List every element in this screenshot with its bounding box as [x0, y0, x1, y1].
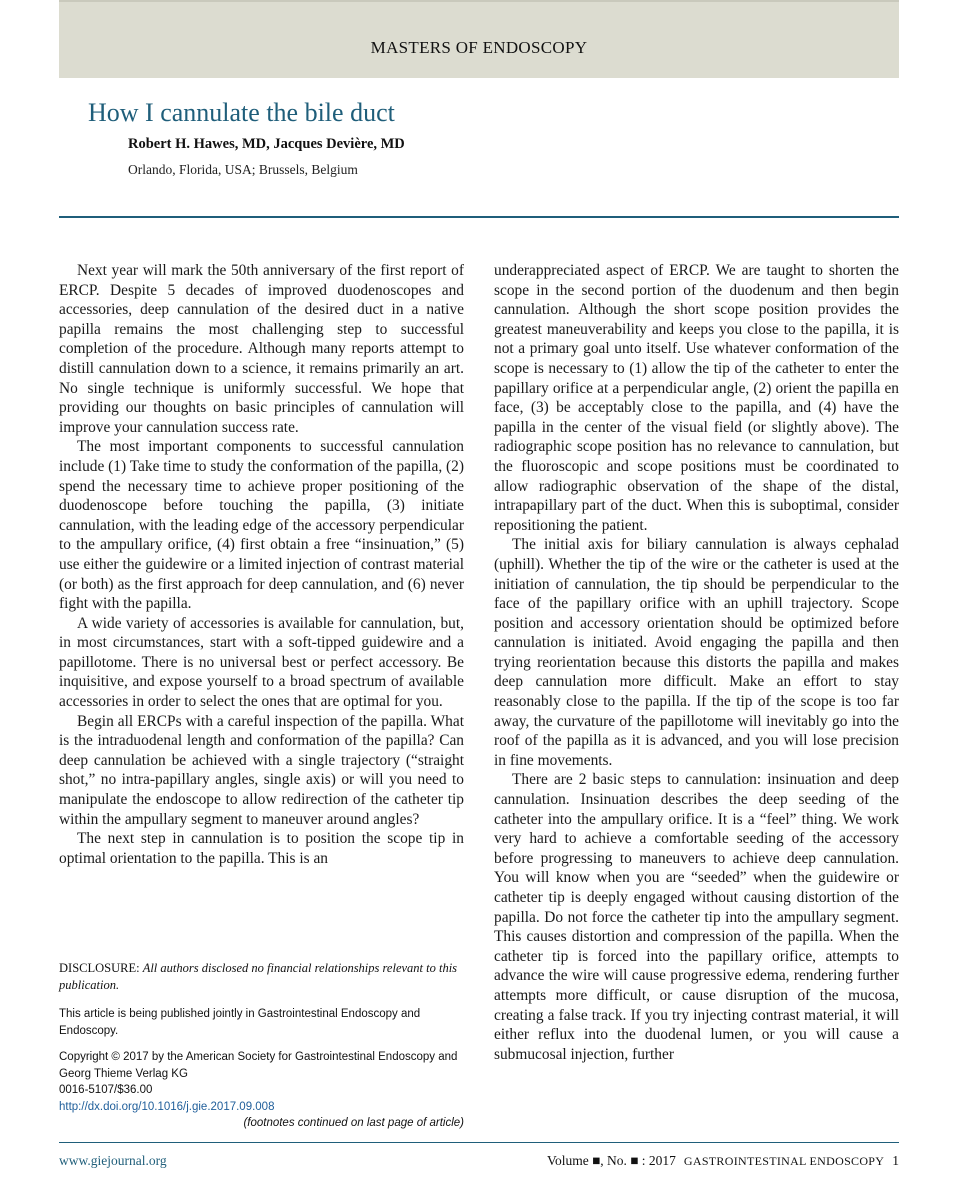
page-number: 1	[892, 1153, 899, 1168]
journal-website[interactable]: www.giejournal.org	[59, 1153, 167, 1168]
disclosure-text: All authors disclosed no financial relationships relevant to this publication.	[59, 961, 458, 992]
header-band	[59, 0, 899, 78]
section-heading: MASTERS OF ENDOSCOPY	[370, 38, 588, 57]
body-column-left	[59, 261, 464, 868]
authors: Robert H. Hawes, MD, Jacques Devière, MD	[128, 136, 405, 152]
disclosure	[59, 960, 464, 994]
joint-publication-note: This article is being published jointly in Gastrointestinal Endoscopy and Endoscopy.	[59, 1008, 421, 1037]
body-column-right	[494, 261, 899, 1064]
footnotes-continued: (footnotes continued on last page of article)	[243, 1117, 464, 1129]
journal-name: GASTROINTESTINAL ENDOSCOPY	[683, 1154, 885, 1168]
issn: 0016-5107/$36.00	[59, 1084, 153, 1096]
footnotes	[59, 960, 464, 1132]
paragraph: The initial axis for biliary cannulation is always cephalad (uphill). Whether the tip of the wire or the catheter is used at the initiation of cannulation, the tip should be perpendicular to the face of the papillary orifice with an uphill trajectory. Scope position and accessory orientation should be optimized before cannulation is initiated. Avoid engaging the papilla and then trying reorientation because this distorts the papilla and makes deep cannulation more difficult. Make an effort to stay reasonably close to the papilla. If the tip of the scope is too far away, the curvature of the papillotome will inevitably go into the roof of the papilla as it is advanced, and you will lose precision in fine movements.	[494, 536, 899, 769]
paragraph: Begin all ERCPs with a careful inspection of the papilla. What is the intraduodenal length and conformation of the papilla? Can deep cannulation be achieved with a single trajectory (“straight shot,” no intra-papillary angles, single axis) or will you need to manipulate the endoscope to allow redirection of the catheter tip within the ampullary segment to maneuver around angles?	[59, 712, 464, 828]
paragraph: The most important components to successful cannulation include (1) Take time to study the conformation of the papilla, (2) spend the necessary time to achieve proper positioning of the duodenoscope before touching the papilla, (3) initiate cannulation, with the leading edge of the accessory perpendicular to the ampullary orifice, (4) first obtain a free “insinuation,” (5) use either the guidewire or a limited injection of contrast material (or both) as the first approach for deep cannulation, and (6) never fight with the papilla.	[59, 438, 464, 613]
copyright: Copyright © 2017 by the American Society for Gastrointestinal Endoscopy and Georg Thieme Verlag KG	[59, 1051, 458, 1080]
paragraph: A wide variety of accessories is available for cannulation, but, in most circumstances, start with a soft-tipped guidewire and a papillotome. There is no universal best or perfect accessory. Be inquisitive, and expose yourself to a broad spectrum of available accessories in order to select the ones that are optimal for you.	[59, 614, 464, 711]
paragraph: There are 2 basic steps to cannulation: insinuation and deep cannulation. Insinuation describes the deep seeding of the catheter into the ampullary orifice. It is a “feel” thing. We work very hard to achieve a comfortable seeding of the accessory before progressing to maneuvers to achieve deep cannulation. You will know when you are “seeded” when the guidewire or catheter tip is deeply engaged without causing distortion of the papilla. Do not force the catheter tip into the ampullary segment. This causes distortion and compression of the papilla. When the catheter tip is forced into the papillary orifice, attempts to advance the wire will cause progressive edema, rendering further attempts more difficult, or cause disruption of the mucosa, creating a false track. If you try injecting contrast material, it will either reflux into the duodenal lumen, or you will cause a submucosal injection, further	[494, 771, 899, 1063]
article-title: How I cannulate the bile duct	[88, 98, 395, 127]
footer-divider	[59, 1142, 899, 1143]
paragraph: The next step in cannulation is to position the scope tip in optimal orientation to the papilla. This is an	[59, 830, 464, 867]
doi-link[interactable]: http://dx.doi.org/10.1016/j.gie.2017.09.008	[59, 1100, 275, 1113]
title-divider	[59, 216, 899, 218]
paragraph: Next year will mark the 50th anniversary of the first report of ERCP. Despite 5 decades of improved duodenoscopes and accessories, deep cannulation of the desired duct in a native papilla remains the most challenging step to successful completion of the procedure. Although many reports attempt to distill cannulation down to a science, it remains primarily an art. No single technique is uniformly successful. We hope that providing our thoughts on basic principles of cannulation will improve your cannulation success rate.	[59, 262, 464, 436]
affiliation: Orlando, Florida, USA; Brussels, Belgium	[128, 162, 358, 177]
volume-info: Volume ■, No. ■ : 2017	[546, 1153, 676, 1168]
footer-citation	[547, 1153, 899, 1169]
disclosure-label: DISCLOSURE:	[59, 961, 140, 975]
paragraph: underappreciated aspect of ERCP. We are taught to shorten the scope in the second portion of the duodenum and then begin cannulation. Although the short scope position provides the greatest maneuverability and keeps you close to the papilla, it is not a primary goal unto itself. Use whatever conformation of the scope is necessary to (1) allow the tip of the catheter to enter the papillary orifice at a perpendicular angle, (2) orient the papilla en face, (3) be acceptably close to the papilla, and (4) have the papilla in the center of the visual field (or slightly above). The radiographic scope position has no relevance to cannulation, but the fluoroscopic and scope positions must be coordinated to allow radiographic observation of the shape of the distal, intrapapillary part of the duct. When this is suboptimal, consider repositioning the patient.	[494, 262, 899, 534]
